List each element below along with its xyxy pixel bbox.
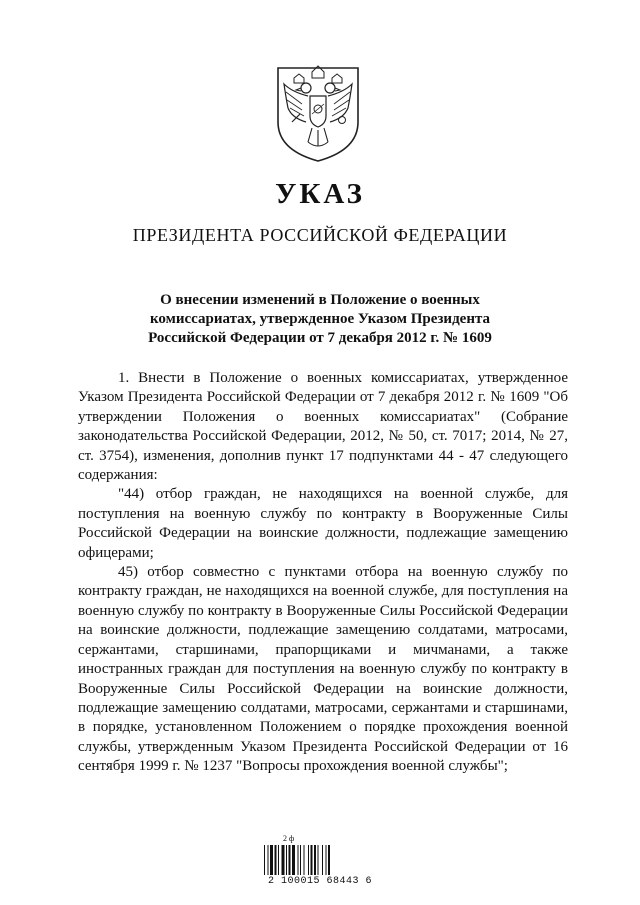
heading-line: комиссариатах, утвержденное Указом Президента bbox=[149, 311, 491, 327]
barcode-bar bbox=[328, 845, 330, 875]
heading-line: О внесении изменений в Положение о военных bbox=[160, 292, 480, 308]
barcode-bar bbox=[264, 845, 265, 875]
barcode-bar bbox=[282, 845, 285, 875]
barcode-bar bbox=[304, 845, 305, 875]
barcode-number: 2 100015 68443 6 bbox=[267, 876, 372, 887]
barcode-bar bbox=[270, 845, 273, 875]
heading-line: Российской Федерации от 7 декабря 2012 г. № 1609 bbox=[148, 330, 492, 346]
barcode-bar bbox=[314, 845, 316, 875]
barcode-bar bbox=[289, 845, 291, 875]
barcode-bar bbox=[292, 845, 295, 875]
barcode-bar bbox=[326, 845, 327, 875]
barcode-bar bbox=[308, 845, 309, 875]
paragraph: "44) отбор граждан, не находящихся на военной службе, для поступления на военную службу по контракту в Вооруженные Силы Российской Федерации на воинские должности, подлежащие замещению офицерами; bbox=[78, 486, 568, 561]
barcode-bar bbox=[278, 845, 279, 875]
barcode-bar bbox=[268, 845, 269, 875]
issuer-title: ПРЕЗИДЕНТА РОССИЙСКОЙ ФЕДЕРАЦИИ bbox=[132, 225, 508, 245]
page-mark: 2 ф bbox=[283, 834, 295, 843]
document-type-title: УКАЗ bbox=[275, 178, 365, 210]
barcode-bar bbox=[322, 845, 323, 875]
barcode-bar bbox=[298, 845, 299, 875]
barcode-bar bbox=[300, 845, 301, 875]
barcode-bar bbox=[275, 845, 277, 875]
document-body bbox=[78, 369, 568, 777]
barcode bbox=[264, 845, 372, 875]
barcode-bar bbox=[318, 845, 319, 875]
document-heading bbox=[100, 291, 540, 348]
paragraph: 1. Внести в Положение о военных комиссариатах, утвержденное Указом Президента Российской Федерации от 7 декабря 2012 г. № 1609 "Об утверждении Положения о военных комиссариатах" (Собрание законодательства Российской Федерации, 2012, № 50, ст. 7017; 2014, № 27, ст. 3754), изменения, дополнив пункт 17 подпунктами 44 - 47 следующего содержания: bbox=[78, 370, 568, 484]
coat-of-arms-emblem bbox=[272, 64, 364, 164]
barcode-bar bbox=[286, 845, 287, 875]
barcode-bar bbox=[311, 845, 313, 875]
paragraph: 45) отбор совместно с пунктами отбора на военную службу по контракту граждан, не находящихся на военной службе, для поступления на военную службу по контракту в Вооруженные Силы Российской Федерации на воинские должности, подлежащие замещению солдатами, матросами, сержантами, старшинами, прапорщиками и мичманами, а также иностранных граждан для поступления на военную службу по контракту в Вооруженные Силы Российской Федерации на воинские должности, подлежащие замещению солдатами, матросами, сержантами и старшинами, в порядке, установленном Положением о порядке прохождения военной службы, утвержденным Указом Президента Российской Федерации от 16 сентября 1999 г. № 1237 "Вопросы прохождения военной службы"; bbox=[78, 564, 568, 775]
